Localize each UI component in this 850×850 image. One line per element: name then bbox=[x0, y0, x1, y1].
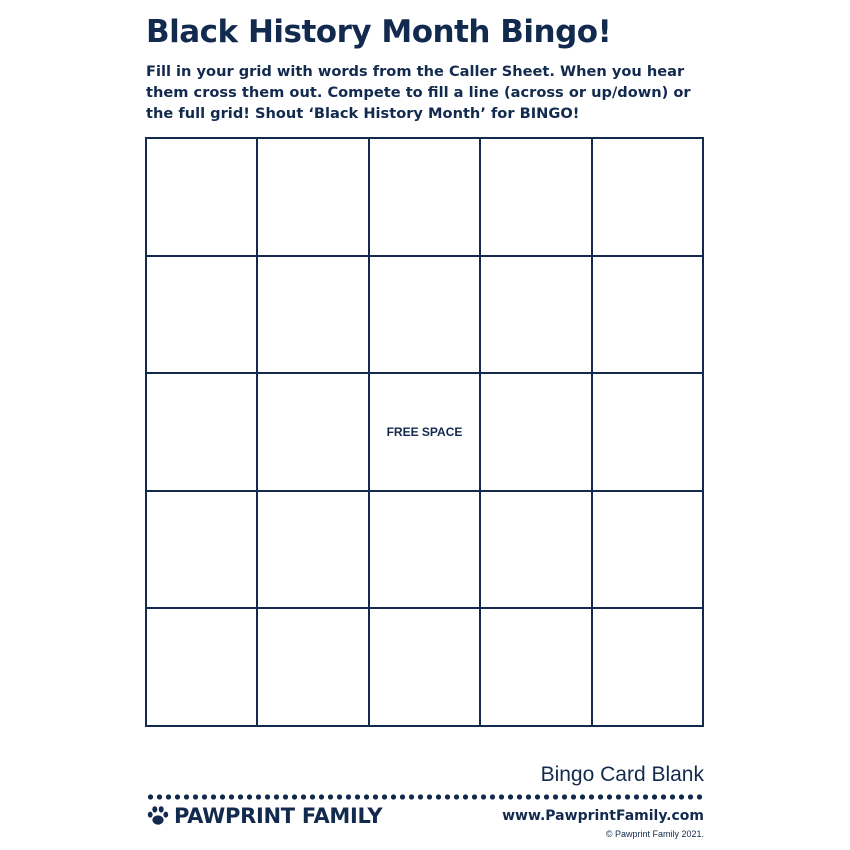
dotted-divider bbox=[146, 794, 704, 800]
bingo-cell[interactable] bbox=[147, 609, 258, 727]
bingo-cell[interactable] bbox=[481, 257, 592, 375]
bingo-cell[interactable] bbox=[481, 374, 592, 492]
bingo-cell[interactable] bbox=[370, 492, 481, 610]
bingo-cell[interactable] bbox=[147, 492, 258, 610]
bingo-cell[interactable] bbox=[593, 609, 704, 727]
brand-name: PAWPRINT FAMILY bbox=[174, 804, 383, 828]
bingo-cell[interactable] bbox=[258, 139, 369, 257]
card-label: Bingo Card Blank bbox=[540, 763, 704, 786]
bingo-cell[interactable] bbox=[481, 492, 592, 610]
bingo-cell[interactable] bbox=[370, 139, 481, 257]
instructions-text: Fill in your grid with words from the Caller Sheet. When you hear them cross them out. Compete to fill a line (across or up/down) or the full grid! Shout ‘Black History Month’ for BINGO! bbox=[146, 63, 691, 122]
website-link[interactable]: www.PawprintFamily.com bbox=[502, 808, 704, 824]
bingo-cell[interactable] bbox=[258, 374, 369, 492]
bingo-cell[interactable] bbox=[593, 139, 704, 257]
bingo-cell[interactable] bbox=[258, 257, 369, 375]
bingo-cell[interactable] bbox=[147, 257, 258, 375]
free-space-cell: FREE SPACE bbox=[370, 374, 481, 492]
bingo-cell[interactable] bbox=[593, 492, 704, 610]
brand-logo bbox=[146, 804, 382, 828]
bingo-cell[interactable] bbox=[258, 609, 369, 727]
bingo-cell[interactable] bbox=[147, 374, 258, 492]
copyright-text: © Pawprint Family 2021. bbox=[605, 829, 704, 839]
bingo-cell[interactable] bbox=[481, 609, 592, 727]
bingo-cell[interactable] bbox=[593, 257, 704, 375]
page-title: Black History Month Bingo! bbox=[146, 14, 612, 50]
bingo-cell[interactable] bbox=[593, 374, 704, 492]
bingo-cell[interactable] bbox=[370, 257, 481, 375]
bingo-cell[interactable] bbox=[370, 609, 481, 727]
bingo-grid bbox=[145, 137, 704, 727]
paw-print-icon bbox=[146, 804, 170, 828]
bingo-cell[interactable] bbox=[258, 492, 369, 610]
bingo-cell[interactable] bbox=[481, 139, 592, 257]
bingo-cell[interactable] bbox=[147, 139, 258, 257]
